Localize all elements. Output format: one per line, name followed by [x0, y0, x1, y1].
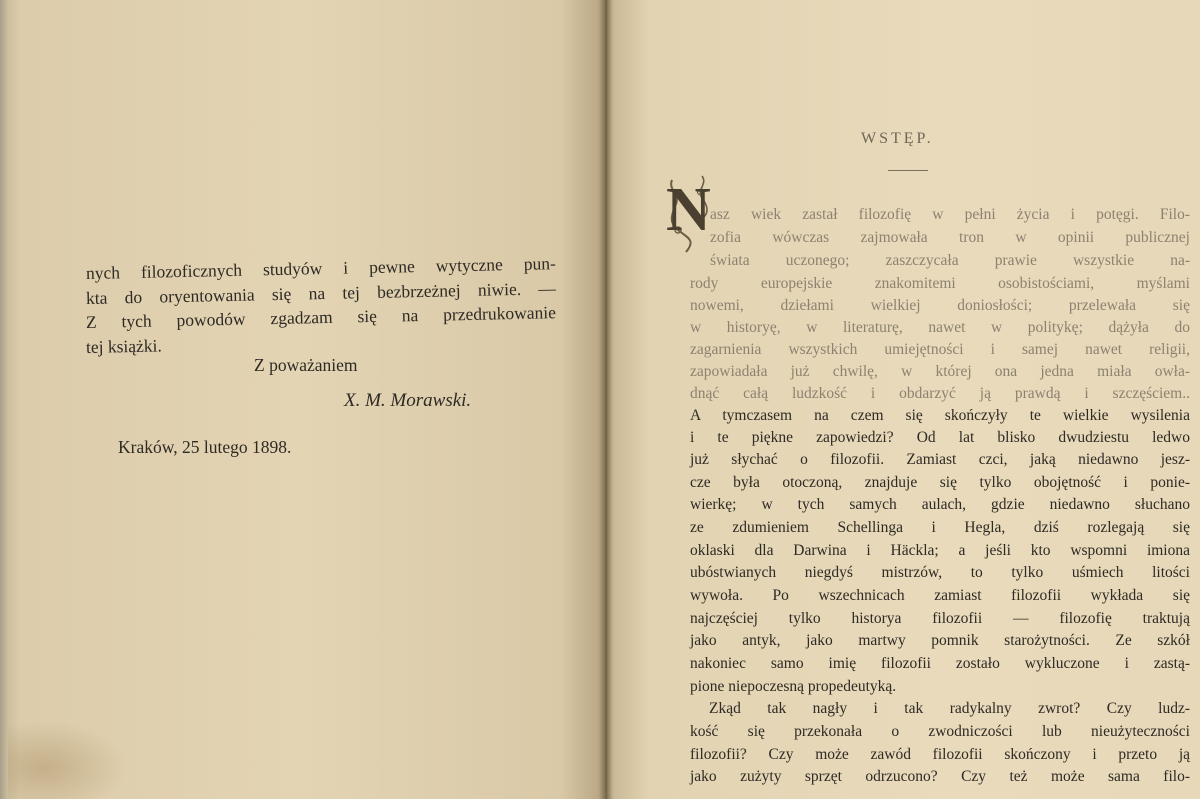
right-page	[606, 0, 1200, 799]
text-line: oklaski dla Darwina i Häckla; a jeśli kto wspomni imiona	[690, 542, 1190, 559]
initial-letter: N	[666, 176, 711, 244]
text-line: najczęściej tylko historya filozofii — filozofię traktują	[690, 610, 1190, 627]
place-date: Kraków, 25 lutego 1898.	[118, 437, 292, 457]
text-line: A tymczasem na czem się skończyły te wielkie wysilenia	[690, 407, 1190, 424]
text-line: jako antyk, jako martwy pomnik starożytności. Ze szkół	[690, 632, 1190, 649]
text-line: nowemi, dziełami wielkiej doniosłości; przelewała się	[690, 297, 1190, 314]
text-line: dnąć całą ludzkość i obdarzyć ją prawdą i szczęściem..	[690, 385, 1190, 402]
text-line: kość się przekonała o zwodniczości lub nieużyteczności	[690, 723, 1190, 740]
text-line: asz wiek zastał filozofię w pełni życia i potęgi. Filo-	[710, 206, 1190, 223]
text-line: rody europejskie znakomitemi osobistościami, myślami	[690, 275, 1190, 292]
text-line: jako zużyty sprzęt odrzucono? Czy też może sama filo-	[690, 768, 1190, 785]
text-line: tej książki.	[85, 335, 162, 357]
text-line: nych filozoficznych studyów i pewne wytyczne pun-	[85, 253, 557, 283]
text-line: Zkąd tak nagły i tak radykalny zwrot? Czy ludz-	[709, 700, 1190, 717]
left-page	[8, 0, 606, 799]
decorated-initial	[666, 170, 710, 258]
title-divider	[888, 170, 928, 171]
text-line: pione niepoczesną propedeutyką.	[690, 678, 897, 695]
text-line: ubóstwianych niegdyś mistrzów, to tylko uśmiech litości	[690, 564, 1190, 581]
chapter-title: WSTĘP.	[861, 130, 934, 147]
text-line: świata uczonego; zaszczycała prawie wszystkie na-	[710, 252, 1190, 269]
text-line: kta do oryentowania się na tej bezbrzeżnej niwie. —	[85, 278, 557, 308]
text-line: zofia wówczas zajmowała tron w opinii publicznej	[710, 229, 1190, 246]
text-line: w historyę, w literaturę, nawet w politykę; dążyła do	[690, 319, 1190, 336]
text-line: Z tych powodów zgadzam się na przedrukowanie	[85, 302, 557, 332]
text-line: zapowiadała już chwilę, w której ona jedna miała owła-	[690, 363, 1190, 380]
text-line: cze była otoczoną, znajduje się tylko obojętność i ponie-	[690, 474, 1190, 491]
paper-stain	[8, 720, 128, 799]
text-line: ze zdumieniem Schellinga i Hegla, dziś rozlegają się	[690, 519, 1190, 536]
closing-salutation: Z poważaniem	[254, 355, 358, 375]
text-line: wierkę; w tych samych aulach, gdzie niedawno słuchano	[690, 496, 1190, 513]
signature: X. M. Morawski.	[344, 390, 472, 411]
text-line: zagarnienia wszystkich umiejętności i samej nawet religii,	[690, 341, 1190, 358]
text-line: i te piękne zapowiedzi? Od lat blisko dwudziestu ledwo	[690, 429, 1190, 446]
text-line: wywoła. Po wszechnicach zamiast filozofii wykłada się	[690, 587, 1190, 604]
text-line: nakoniec samo imię filozofii zostało wykluczone i zastą-	[690, 655, 1190, 672]
text-line: filozofii? Czy może zawód filozofii skończony i przeto ją	[690, 746, 1190, 763]
text-line: już słychać o filozofii. Zamiast czci, jaką niedawno jesz-	[690, 451, 1190, 468]
